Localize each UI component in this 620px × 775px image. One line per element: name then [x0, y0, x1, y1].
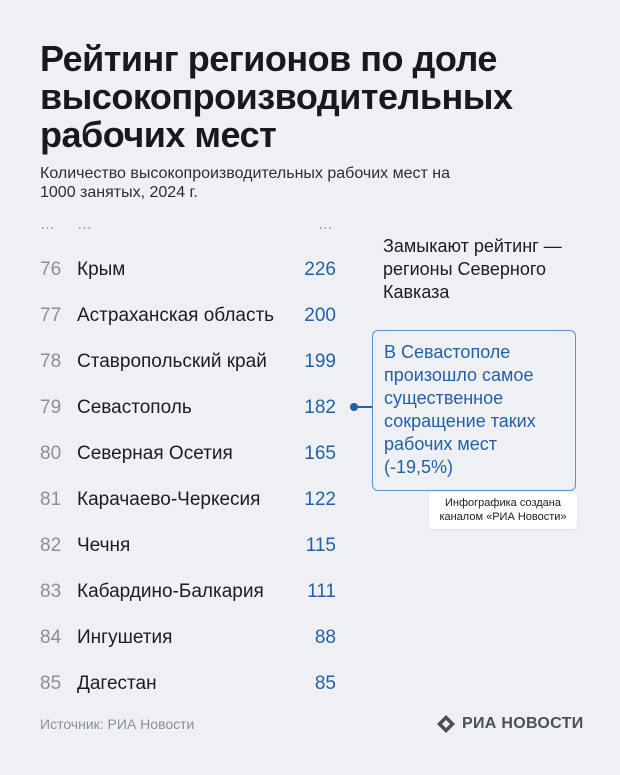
table-row — [0, 249, 360, 289]
value-label: 111 — [307, 581, 336, 602]
callout-connector — [353, 406, 373, 408]
value-label: 182 — [304, 397, 336, 418]
table-row — [0, 433, 360, 473]
region-label: Ставропольский край — [77, 351, 267, 372]
region-label: Чечня — [77, 535, 131, 556]
table-row — [0, 663, 360, 703]
value-label: 199 — [304, 351, 336, 372]
value-label: 115 — [305, 535, 336, 556]
value-label: 122 — [304, 489, 336, 510]
value-label: 85 — [314, 673, 336, 694]
value-label: 200 — [304, 305, 336, 326]
table-row — [0, 571, 360, 611]
rank-label: 77 — [40, 305, 62, 326]
region-label: Астраханская область — [77, 305, 275, 326]
region-label: Дагестан — [77, 673, 157, 694]
rank-label: 85 — [40, 673, 62, 694]
page-title: Рейтинг регионов по доле высокопроизводительных рабочих мест — [40, 38, 513, 155]
table-row — [0, 295, 360, 335]
region-label: Севастополь — [77, 397, 192, 418]
rank-label: 78 — [40, 351, 62, 372]
region-label: Ингушетия — [77, 627, 173, 648]
value-ellipsis: … — [318, 216, 334, 233]
region-label: Карачаево-Черкесия — [77, 489, 261, 510]
table-row — [0, 617, 360, 657]
ria-logo — [436, 712, 584, 736]
table-row — [0, 387, 360, 427]
rank-label: 81 — [40, 489, 62, 510]
table-row — [0, 479, 360, 519]
rank-ellipsis: … — [40, 216, 56, 233]
rank-label: 79 — [40, 397, 62, 418]
table-row — [0, 341, 360, 381]
value-label: 88 — [314, 627, 336, 648]
region-ellipsis: … — [77, 216, 93, 233]
region-label: Северная Осетия — [77, 443, 233, 464]
source-note: Источник: РИА Новости — [40, 716, 195, 732]
rank-label: 80 — [40, 443, 62, 464]
region-label: Кабардино-Балкария — [77, 581, 264, 602]
credit-badge: Инфографика создана каналом «РИА Новости» — [429, 492, 577, 529]
region-label: Крым — [77, 259, 126, 280]
subtitle: Количество высокопроизводительных рабочих мест на 1000 занятых, 2024 г. — [40, 165, 450, 201]
closing-note: Замыкают рейтинг — регионы Северного Кавказа — [383, 236, 562, 302]
sevastopol-callout: В Севастополе произошло самое существенное сокращение таких рабочих мест (-19,5%) — [372, 330, 576, 491]
rank-label: 82 — [40, 535, 62, 556]
rank-label: 84 — [40, 627, 62, 648]
rank-label: 76 — [40, 259, 62, 280]
value-label: 165 — [304, 443, 336, 464]
value-label: 226 — [304, 259, 336, 280]
logo-text: РИА НОВОСТИ — [462, 715, 584, 732]
table-row — [0, 525, 360, 565]
rank-label: 83 — [40, 581, 62, 602]
ria-logo-icon — [436, 714, 456, 734]
